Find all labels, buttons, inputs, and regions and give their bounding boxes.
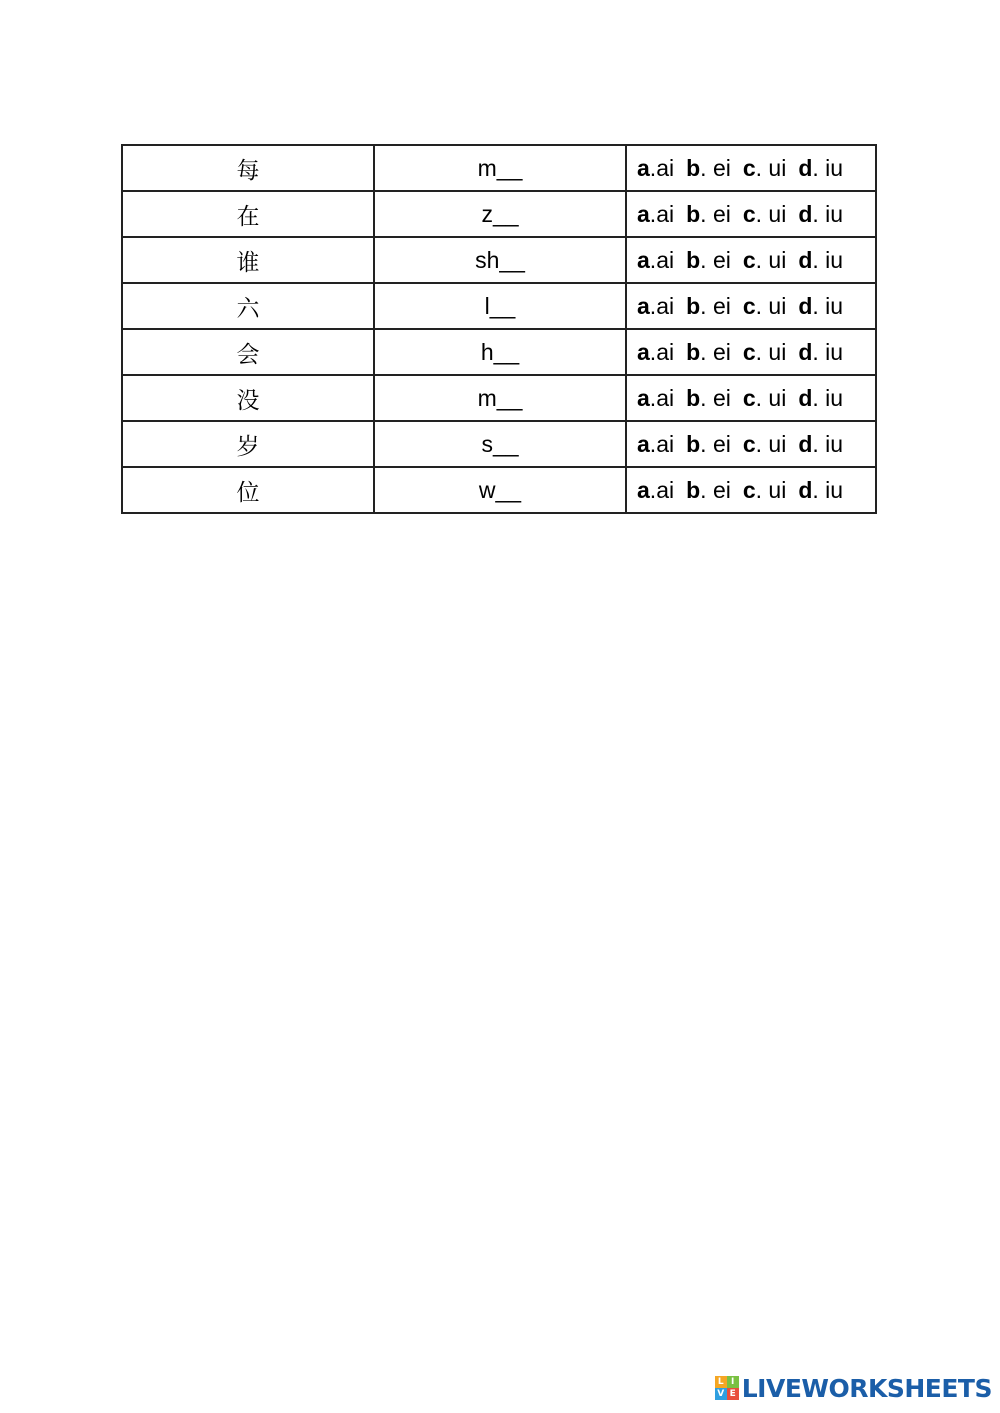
- logo-icon-square: L: [715, 1376, 727, 1388]
- table-row: [122, 421, 876, 467]
- answer-options-cell: [626, 145, 876, 191]
- table-row: [122, 375, 876, 421]
- answer-option-a[interactable]: [637, 431, 674, 457]
- answer-option-b[interactable]: [686, 477, 731, 503]
- option-letter: b: [686, 292, 701, 319]
- option-separator: .: [700, 292, 713, 319]
- answer-option-a[interactable]: [637, 247, 674, 273]
- option-letter: a: [637, 338, 650, 365]
- option-letter: b: [686, 476, 701, 503]
- answer-option-b[interactable]: [686, 385, 731, 411]
- pinyin-blank-cell[interactable]: m__: [374, 375, 626, 421]
- option-separator: .: [755, 384, 769, 411]
- pinyin-blank-cell[interactable]: h__: [374, 329, 626, 375]
- option-letter: b: [686, 430, 701, 457]
- hanzi-cell: 六: [122, 283, 374, 329]
- option-letter: c: [742, 338, 756, 365]
- answer-option-d[interactable]: [798, 293, 843, 319]
- option-text: ui: [768, 430, 787, 457]
- logo-icon-square: E: [727, 1388, 739, 1400]
- option-text: ei: [712, 292, 731, 319]
- option-letter: d: [798, 292, 813, 319]
- answer-option-d[interactable]: [798, 477, 843, 503]
- option-text: iu: [825, 384, 844, 411]
- pinyin-blank-cell[interactable]: sh__: [374, 237, 626, 283]
- option-separator: .: [649, 430, 657, 457]
- hanzi-cell: 没: [122, 375, 374, 421]
- option-text: ui: [768, 384, 787, 411]
- answer-option-a[interactable]: [637, 477, 674, 503]
- answer-option-c[interactable]: [743, 247, 786, 273]
- option-text: iu: [825, 476, 844, 503]
- answer-option-c[interactable]: [743, 293, 786, 319]
- option-separator: .: [649, 384, 657, 411]
- option-text: ei: [712, 476, 731, 503]
- option-text: iu: [825, 200, 844, 227]
- answer-options-cell: [626, 467, 876, 513]
- option-letter: b: [686, 338, 701, 365]
- option-separator: .: [700, 154, 713, 181]
- option-letter: a: [637, 384, 650, 411]
- option-text: iu: [825, 154, 844, 181]
- option-letter: d: [798, 430, 813, 457]
- option-separator: .: [649, 476, 657, 503]
- option-separator: .: [755, 246, 769, 273]
- pinyin-blank-cell[interactable]: m__: [374, 145, 626, 191]
- option-text: ei: [712, 338, 731, 365]
- option-letter: b: [686, 246, 701, 273]
- option-text: ai: [656, 384, 675, 411]
- option-separator: .: [700, 338, 713, 365]
- option-letter: a: [637, 476, 650, 503]
- answer-options-cell: [626, 283, 876, 329]
- option-separator: .: [649, 200, 657, 227]
- option-letter: a: [637, 246, 650, 273]
- answer-options-cell: [626, 237, 876, 283]
- answer-option-d[interactable]: [798, 431, 843, 457]
- hanzi-cell: 每: [122, 145, 374, 191]
- answer-option-c[interactable]: [743, 477, 786, 503]
- option-separator: .: [700, 476, 713, 503]
- option-separator: .: [755, 476, 769, 503]
- option-text: iu: [825, 246, 844, 273]
- option-separator: .: [812, 430, 826, 457]
- option-separator: .: [649, 338, 657, 365]
- option-separator: .: [812, 200, 826, 227]
- answer-option-c[interactable]: [743, 385, 786, 411]
- option-separator: .: [755, 338, 769, 365]
- option-letter: c: [742, 154, 756, 181]
- option-text: ui: [768, 476, 787, 503]
- option-text: ui: [768, 154, 787, 181]
- option-text: ei: [712, 154, 731, 181]
- pinyin-blank-cell[interactable]: s__: [374, 421, 626, 467]
- answer-option-c[interactable]: [743, 431, 786, 457]
- pinyin-blank-cell[interactable]: w__: [374, 467, 626, 513]
- option-separator: .: [812, 154, 826, 181]
- option-separator: .: [700, 384, 713, 411]
- option-text: ai: [656, 338, 675, 365]
- answer-option-d[interactable]: [798, 339, 843, 365]
- option-letter: c: [742, 246, 756, 273]
- option-letter: d: [798, 154, 813, 181]
- worksheet-table-body: [122, 145, 876, 513]
- option-text: ei: [712, 384, 731, 411]
- option-text: ai: [656, 154, 675, 181]
- table-row: [122, 237, 876, 283]
- answer-option-a[interactable]: [637, 201, 674, 227]
- option-separator: .: [649, 154, 657, 181]
- option-letter: d: [798, 200, 813, 227]
- answer-option-c[interactable]: [743, 339, 786, 365]
- option-text: ai: [656, 430, 675, 457]
- table-row: [122, 145, 876, 191]
- answer-option-c[interactable]: [743, 155, 786, 181]
- pinyin-blank-cell[interactable]: z__: [374, 191, 626, 237]
- table-row: [122, 329, 876, 375]
- option-letter: c: [742, 384, 756, 411]
- option-separator: .: [700, 246, 713, 273]
- option-separator: .: [755, 200, 769, 227]
- option-letter: c: [742, 200, 756, 227]
- answer-option-c[interactable]: [743, 201, 786, 227]
- option-letter: a: [637, 430, 650, 457]
- option-separator: .: [755, 430, 769, 457]
- answer-option-b[interactable]: [686, 155, 731, 181]
- answer-option-a[interactable]: [637, 293, 674, 319]
- hanzi-cell: 会: [122, 329, 374, 375]
- answer-option-a[interactable]: [637, 385, 674, 411]
- option-text: ei: [712, 246, 731, 273]
- liveworksheets-logo: [715, 1373, 992, 1403]
- answer-option-b[interactable]: [686, 247, 731, 273]
- option-letter: a: [637, 200, 650, 227]
- answer-option-d[interactable]: [798, 247, 843, 273]
- option-separator: .: [700, 200, 713, 227]
- logo-icon-square: V: [715, 1388, 727, 1400]
- option-text: ai: [656, 246, 675, 273]
- option-letter: c: [742, 430, 756, 457]
- option-separator: .: [700, 430, 713, 457]
- hanzi-cell: 在: [122, 191, 374, 237]
- pinyin-worksheet-table: [121, 144, 877, 514]
- option-text: ui: [768, 292, 787, 319]
- option-text: iu: [825, 292, 844, 319]
- option-text: ai: [656, 476, 675, 503]
- answer-options-cell: [626, 421, 876, 467]
- answer-option-a[interactable]: [637, 155, 674, 181]
- table-row: [122, 467, 876, 513]
- option-letter: a: [637, 292, 650, 319]
- option-separator: .: [812, 246, 826, 273]
- pinyin-blank-cell[interactable]: l__: [374, 283, 626, 329]
- option-letter: c: [742, 292, 756, 319]
- option-letter: b: [686, 200, 701, 227]
- option-letter: d: [798, 476, 813, 503]
- option-text: ui: [768, 200, 787, 227]
- liveworksheets-logo-icon: [715, 1376, 739, 1400]
- answer-option-b[interactable]: [686, 293, 731, 319]
- option-letter: b: [686, 154, 701, 181]
- logo-icon-square: I: [727, 1376, 739, 1388]
- answer-options-cell: [626, 191, 876, 237]
- option-separator: .: [755, 292, 769, 319]
- option-separator: .: [812, 292, 826, 319]
- option-text: ai: [656, 200, 675, 227]
- option-letter: d: [798, 246, 813, 273]
- answer-option-b[interactable]: [686, 339, 731, 365]
- answer-option-b[interactable]: [686, 201, 731, 227]
- answer-options-cell: [626, 329, 876, 375]
- option-separator: .: [649, 292, 657, 319]
- answer-option-d[interactable]: [798, 201, 843, 227]
- answer-option-b[interactable]: [686, 431, 731, 457]
- option-separator: .: [812, 338, 826, 365]
- liveworksheets-logo-text: LIVEWORKSHEETS: [741, 1373, 992, 1403]
- option-separator: .: [755, 154, 769, 181]
- option-text: ei: [712, 200, 731, 227]
- option-text: ei: [712, 430, 731, 457]
- option-letter: d: [798, 338, 813, 365]
- answer-option-a[interactable]: [637, 339, 674, 365]
- answer-options-cell: [626, 375, 876, 421]
- option-text: ui: [768, 338, 787, 365]
- answer-option-d[interactable]: [798, 385, 843, 411]
- answer-option-d[interactable]: [798, 155, 843, 181]
- table-row: [122, 283, 876, 329]
- hanzi-cell: 位: [122, 467, 374, 513]
- option-letter: a: [637, 154, 650, 181]
- option-letter: c: [742, 476, 756, 503]
- option-text: iu: [825, 430, 844, 457]
- option-text: ui: [768, 246, 787, 273]
- option-text: iu: [825, 338, 844, 365]
- option-separator: .: [812, 384, 826, 411]
- hanzi-cell: 岁: [122, 421, 374, 467]
- table-row: [122, 191, 876, 237]
- option-letter: d: [798, 384, 813, 411]
- hanzi-cell: 谁: [122, 237, 374, 283]
- option-text: ai: [656, 292, 675, 319]
- option-separator: .: [649, 246, 657, 273]
- option-letter: b: [686, 384, 701, 411]
- option-separator: .: [812, 476, 826, 503]
